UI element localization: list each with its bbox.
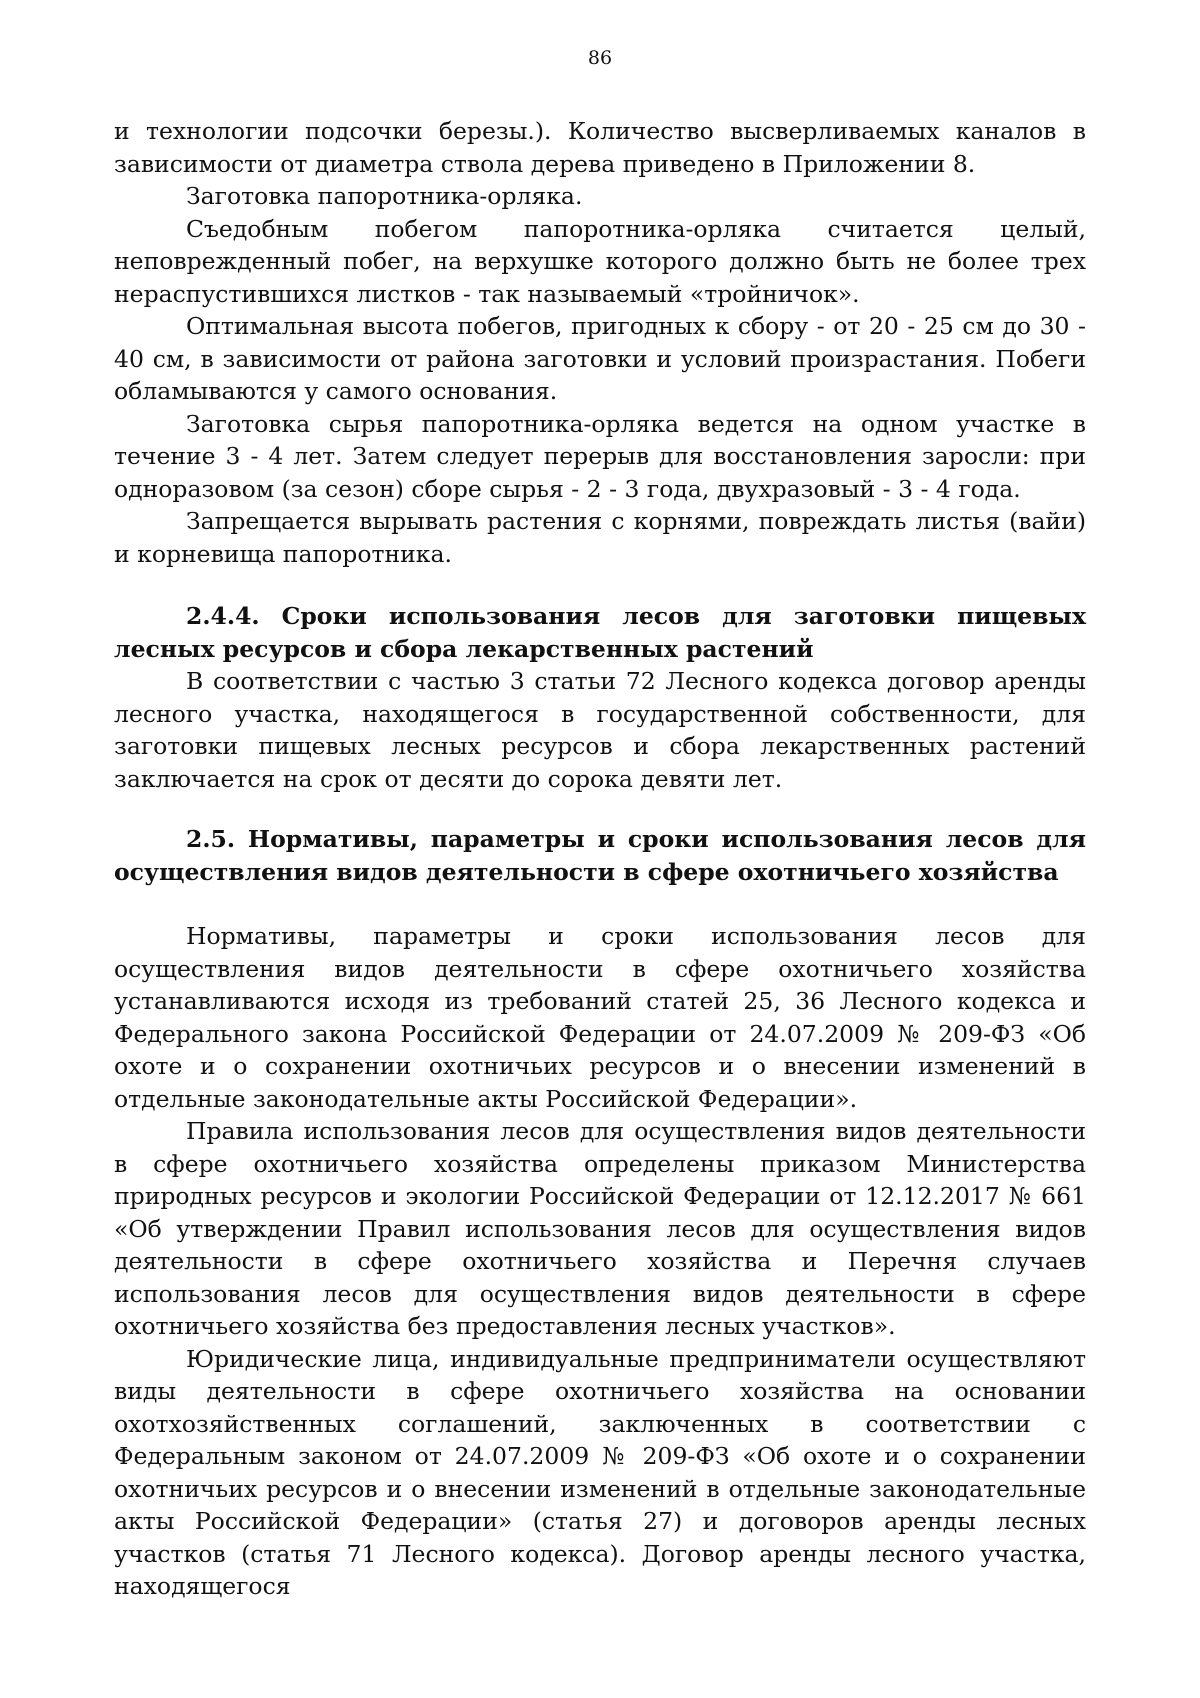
paragraph-prohibition: Запрещается вырывать растения с корнями, повреждать листья (вайи) и корневища папоротника. <box>114 507 1086 568</box>
paragraph-lease-term: В соответствии с частью 3 статьи 72 Лесного кодекса договор аренды лесного участка, находящегося в государственной собственности, для заготовки пищевых лесных ресурсов и сбора лекарственных растений заключается на срок от десяти до сорока девяти лет. <box>114 667 1086 793</box>
paragraph-hunting-entities: Юридические лица, индивидуальные предприниматели осуществляют виды деятельности в сфере охотничьего хозяйства на основании охотхозяйственных соглашений, заключенных в соответствии с Федеральным законом от 24.07.2009 № 209-ФЗ «Об охоте и о сохранении охотничьих ресурсов и о внесении изменений в отдельные законодательные акты Российской Федерации» (статья 27) и договоров аренды лесных участков (статья 71 Лесного кодекса). Договор аренды лесного участка, находящегося <box>114 1344 1086 1600</box>
paragraph-optimal-height: Оптимальная высота побегов, пригодных к сбору - от 20 - 25 см до 30 - 40 см, в зависимости от района заготовки и условий произрастания. Побеги обламываются у самого основания. <box>114 312 1086 405</box>
section-heading-2-4-4: 2.4.4. Сроки использования лесов для заготовки пищевых лесных ресурсов и сбора лекарственных растений <box>114 602 1086 663</box>
paragraph-bracken-title: Заготовка папоротника-орляка. <box>186 182 583 210</box>
page-content <box>114 115 1086 1603</box>
paragraph-harvest-cycle: Заготовка сырья папоротника-орляка ведется на одном участке в течение 3 - 4 лет. Затем следует перерыв для восстановления заросли: при одноразовом (за сезон) сборе сырья - 2 - 3 года, двухразовый - 3 - 4 года. <box>114 409 1086 503</box>
section-heading-2-5: 2.5. Нормативы, параметры и сроки использования лесов для осуществления видов деятельности в сфере охотничьего хозяйства <box>114 825 1086 886</box>
paragraph-edible-shoot: Съедобным побегом папоротника-орляка считается целый, неповрежденный побег, на верхушке которого должно быть не более трех нераспустившихся листков - так называемый «тройничок». <box>114 214 1086 308</box>
paragraph-hunting-norms: Нормативы, параметры и сроки использования лесов для осуществления видов деятельности в сфере охотничьего хозяйства устанавливаются исходя из требований статей 25, 36 Лесного кодекса и Федерального закона Российской Федерации от 24.07.2009 № 209-ФЗ «Об охоте и о сохранении охотничьих ресурсов и о внесении изменений в отдельные законодательные акты Российской Федерации». <box>114 922 1086 1113</box>
paragraph-continuation: и технологии подсочки березы.). Количество высверливаемых каналов в зависимости от диаметра ствола дерева приведено в Приложении 8. <box>114 117 1086 178</box>
paragraph-hunting-rules: Правила использования лесов для осуществления видов деятельности в сфере охотничьего хозяйства определены приказом Министерства природных ресурсов и экологии Российской Федерации от 12.12.2017 № 661 «Об утверждении Правил использования лесов для осуществления видов деятельности в сфере охотничьего хозяйства и Перечня случаев использования лесов для осуществления видов деятельности в сфере охотничьего хозяйства без предоставления лесных участков». <box>114 1117 1086 1340</box>
page-number: 86 <box>587 47 613 69</box>
